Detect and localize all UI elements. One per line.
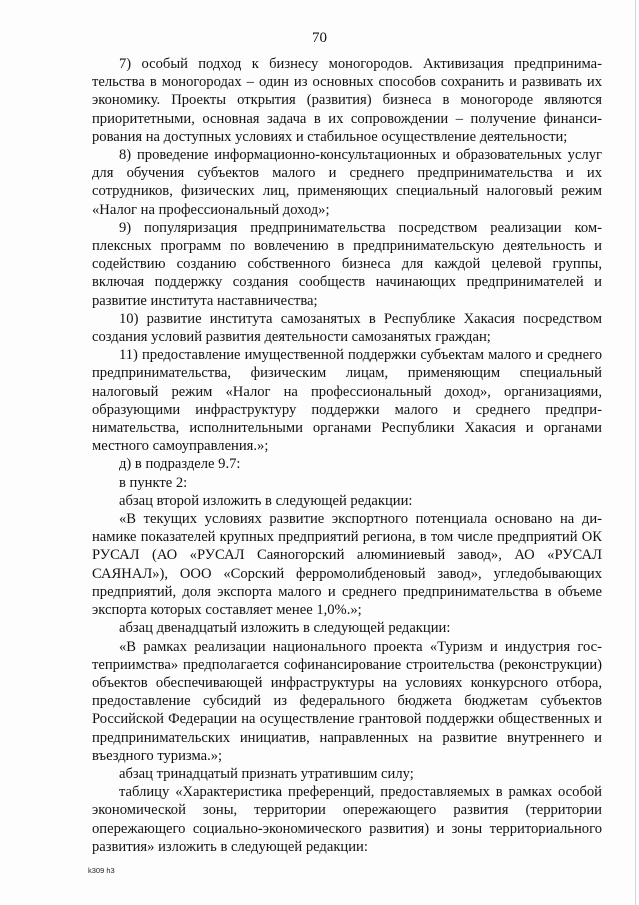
paragraph-tourism-quote: «В рамках реализации национального проекта «Туризм и индустрия гостеприимства» предполагается софинансирование строительства (реконструкции) объектов обеспечивающей инфраструктуры на условиях конкурсного отбора, предоставление субсидий из федерального бюджета бюджетам субъектов Российской Федерации на осуществление грантовой поддержки общественных и предпринимательских инициатив, направленных на развитие внутреннего и въездного туризма.»; (92, 638, 602, 764)
document-body (92, 55, 602, 856)
paragraph-instruction-second: абзац второй изложить в следующей редакции: (119, 492, 413, 509)
paragraph-item-8: 8) проведение информационно-консультационных и образовательных услуг для обучения субъектов малого и среднего предпринимательства и их сотрудников, физических лиц, применяющих специальный налоговый режим «Налог на профессиональный доход»; (92, 147, 602, 218)
paragraph-point-2: в пункте 2: (119, 474, 188, 491)
paragraph-thirteenth-void: абзац тринадцатый признать утратившим силу; (119, 765, 414, 782)
paragraph-export-quote: «В текущих условиях развитие экспортного потенциала основано на динамике показателей крупных предприятий региона, в том числе предприятий ОК РУСАЛ (АО «РУСАЛ Саяногорский алюминиевый завод», АО «РУСАЛ САЯНАЛ»), ООО «Сорский ферромолибденовый завод», угледобывающих предприятий, доля экспорта малого и среднего предпринимательства в объеме экспорта которых составляет менее 1,0%.»; (92, 511, 602, 619)
paragraph-item-10: 10) развитие института самозанятых в Республике Хакасия посредством создания условий развития деятельности самозанятых граждан; (92, 310, 602, 346)
page-number: 70 (312, 30, 327, 46)
paragraph-subsection-d: д) в подразделе 9.7: (119, 456, 241, 473)
paragraph-item-11: 11) предоставление имущественной поддержки субъектам малого и среднего предпринимательства, физическим лицам, применяющим специальный налоговый режим «Налог на профессиональный доход», организациями, образующими инфраструктуру поддержки малого и среднего предпринимательства, исполнительными органами Республики Хакасия и органами местного самоуправления.»; (92, 347, 602, 455)
paragraph-instruction-twelfth: абзац двенадцатый изложить в следующей редакции: (119, 620, 451, 637)
paragraph-table-instruction: таблицу «Характеристика преференций, предоставляемых в рамках особой экономической зоны, территории опережающего развития (территории опережающего социально-экономического развития) и зоны территориального развития» изложить в следующей редакции: (92, 784, 602, 855)
footer-code: k309 h3 (88, 866, 115, 875)
paragraph-item-7: 7) особый подход к бизнесу моногородов. Активизация предпринимательства в моногородах – один из основных способов сохранить и развивать их экономику. Проекты открытия (развития) бизнеса в моногороде являются приоритетными, основная задача в их сопровождении – получение финансирования на доступных условиях и стабильное осуществление деятельности; (92, 56, 602, 145)
paragraph-item-9: 9) популяризация предпринимательства посредством реализации комплексных программ по вовлечению в предпринимательскую деятельность и содействию созданию собственного бизнеса для каждой целевой группы, включая поддержку создания сообществ начинающих предпринимателей и развитие института наставничества; (92, 219, 602, 309)
page-edge-line (635, 0, 636, 905)
